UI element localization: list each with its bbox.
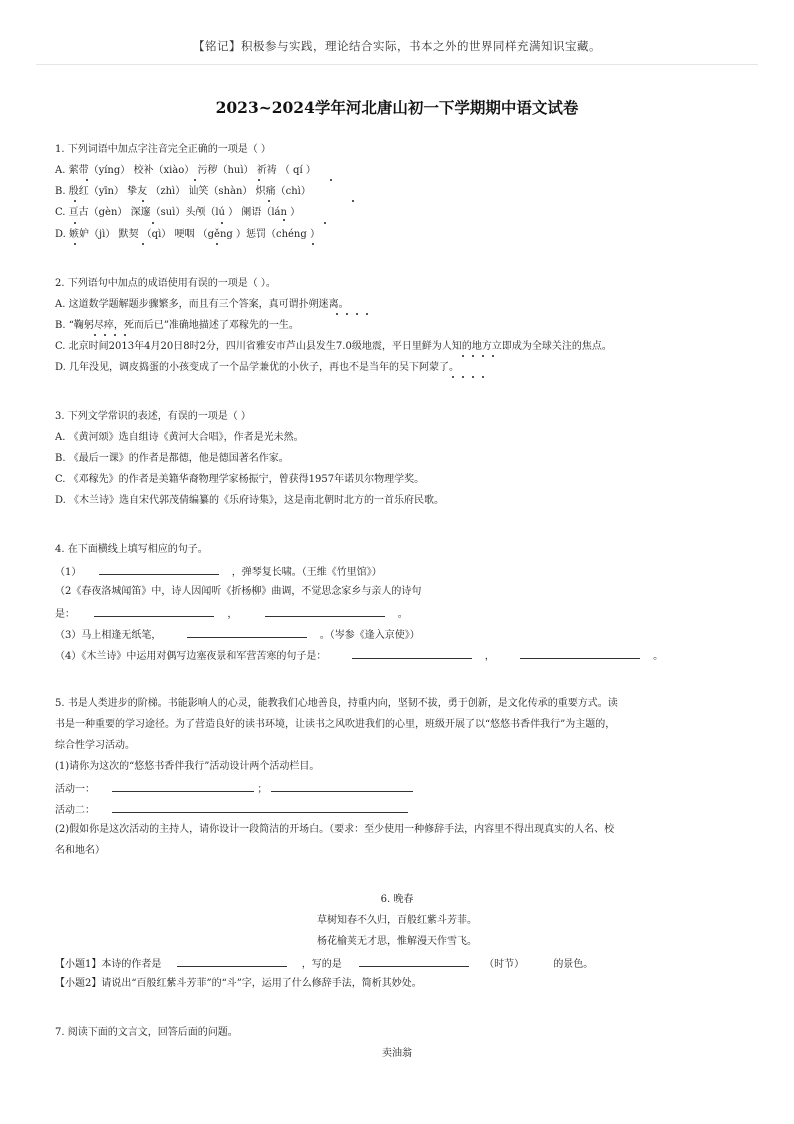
header-divider bbox=[36, 64, 758, 65]
q4-item-2-comma: ， bbox=[227, 609, 238, 620]
q4-item-1-label: （1） bbox=[55, 567, 82, 578]
emphasis-dot bbox=[312, 243, 314, 245]
q2-option-b: B. “鞠躬尽瘁，死而后已”准确地描述了邓稼先的一生。 bbox=[55, 320, 299, 331]
q6-sub-1-tail: 的景色。 bbox=[553, 959, 594, 970]
answer-blank[interactable] bbox=[187, 627, 307, 638]
exam-title: 2023~2024学年河北唐山初一下学期期中语文试卷 bbox=[215, 98, 579, 117]
emphasis-dot bbox=[472, 355, 474, 357]
emphasis-dot bbox=[114, 334, 116, 336]
emphasis-dot bbox=[268, 200, 270, 202]
q3-stem: 3. 下列文学常识的表述，有误的一项是（ ） bbox=[55, 411, 251, 422]
emphasis-dot bbox=[86, 179, 88, 181]
emphasis-dot bbox=[482, 376, 484, 378]
emphasis-dot bbox=[472, 376, 474, 378]
q4-item-4-label: （4）《木兰诗》中运用对偶写边塞夜景和军营苦寒的句子是： bbox=[55, 651, 327, 662]
answer-blank[interactable] bbox=[177, 956, 287, 967]
emphasis-dot bbox=[142, 200, 144, 202]
q4-line-5 bbox=[55, 648, 663, 664]
emphasis-dot bbox=[124, 334, 126, 336]
q6-sub-1-label: 【小题1】本诗的作者是 bbox=[55, 959, 162, 970]
emphasis-dot bbox=[104, 334, 106, 336]
emphasis-dot bbox=[346, 313, 348, 315]
q4-item-2-label: 是： bbox=[55, 609, 75, 620]
q4-item-4-period: 。 bbox=[653, 651, 664, 662]
q6-poem-line-1: 草树知春不久归，百般红紫斗芳菲。 bbox=[317, 915, 477, 926]
activity-1-separator: ； bbox=[257, 784, 268, 795]
q2-option-d: D. 几年没见，调皮捣蛋的小孩变成了一个品学兼优的小伙子，再也不是当年的吴下阿蒙了。 bbox=[55, 362, 460, 373]
emphasis-dot bbox=[221, 222, 223, 224]
emphasis-dot bbox=[352, 200, 354, 202]
emphasis-dot bbox=[336, 313, 338, 315]
q4-line-2: （2《春夜洛城闻笛》中，诗人因闻听《折杨柳》曲调，不觉思念家乡与亲人的诗句 bbox=[55, 586, 422, 597]
emphasis-dot bbox=[152, 222, 154, 224]
q4-item-3-label: （3）马上相逢无纸笔， bbox=[55, 630, 162, 641]
q3-option-a: A. 《黄河颂》选自组诗《黄河大合唱》，作者是光未然。 bbox=[55, 432, 304, 443]
answer-blank[interactable] bbox=[99, 564, 219, 575]
q6-poem-line-2: 杨花榆荚无才思，惟解漫天作雪飞。 bbox=[317, 936, 477, 947]
emphasis-dot bbox=[142, 243, 144, 245]
q1-option-b: B. 殷红（yīn） 挚友 （zhì） 讪笑（shàn） 炽痛（chì） bbox=[55, 186, 311, 197]
q5-paragraph-1: 5. 书是人类进步的阶梯。书能影响人的心灵，能教我们心地善良，持重内向，坚韧不拔，勇于创新，是文化传承的重要方式。读 bbox=[55, 698, 618, 709]
emphasis-dot bbox=[74, 243, 76, 245]
q5-activity-2 bbox=[55, 802, 408, 818]
q4-item-3-tail: 。（岑参《逢入京使》） bbox=[319, 630, 420, 641]
q7-passage-title: 卖油翁 bbox=[382, 1048, 412, 1059]
q3-option-c: C. 《邓稼先》的作者是美籍华裔物理学家杨振宁，曾获得1957年诺贝尔物理学奖。 bbox=[55, 474, 425, 485]
q4-item-1-tail: ，弹琴复长啸。（王维《竹里馆》） bbox=[231, 567, 382, 578]
q1-stem: 1. 下列词语中加点字注音完全正确的一项是（ ） bbox=[55, 144, 271, 155]
q6-sub-1 bbox=[55, 956, 593, 972]
q2-option-a: A. 这道数学题解题步骤繁多，而且有三个答案，真可谓扑朔迷离。 bbox=[55, 299, 349, 310]
q4-line-3 bbox=[55, 606, 408, 622]
q6-sub-1-mid: ，写的是 bbox=[301, 959, 342, 970]
emphasis-dot bbox=[462, 376, 464, 378]
emphasis-dot bbox=[258, 179, 260, 181]
answer-blank[interactable] bbox=[520, 648, 640, 659]
q5-paragraph-3: 综合性学习活动。 bbox=[55, 740, 135, 751]
activity-2-label: 活动二： bbox=[55, 805, 95, 816]
q2-option-c: C. 北京时间2013年4月20日8时2分，四川省雅安市芦山县发生7.0级地震，平日里鲜为人知的地方立即成为全球关注的焦点。 bbox=[55, 341, 612, 352]
emphasis-dot bbox=[94, 334, 96, 336]
emphasis-dot bbox=[74, 200, 76, 202]
emphasis-dot bbox=[462, 355, 464, 357]
q4-item-4-comma: ， bbox=[484, 651, 495, 662]
q6-sub-2: 【小题2】请说出“百般红紫斗芳菲”的“斗”字，运用了什么修辞手法，简析其妙处。 bbox=[55, 978, 422, 989]
q3-option-d: D. 《木兰诗》选自宋代郭茂倩编纂的《乐府诗集》，这是南北朝时北方的一首乐府民歌。 bbox=[55, 495, 445, 506]
q2-stem: 2. 下列语句中加点的成语使用有误的一项是（ ）。 bbox=[55, 278, 276, 289]
q1-option-d: D. 嫉妒（jì） 默契 （qì） 哽咽 （gěng ）惩罚（chéng ） bbox=[55, 229, 320, 240]
q1-option-a: A. 萦带（yíng） 校补（xiào） 污秽（huì） 祈祷 （ qí ） bbox=[55, 165, 316, 176]
emphasis-dot bbox=[452, 376, 454, 378]
q5-sub-2: (2)假如你是这次活动的主持人，请你设计一段简洁的开场白。（要求：至少使用一种修辞手法，内容里不得出现真实的人名、校 bbox=[55, 824, 615, 835]
q1-option-c: C. 亘古（gèn） 深邃（suì）头颅（lú ） 阑语（lán ） bbox=[55, 207, 301, 218]
activity-1-label: 活动一： bbox=[55, 784, 95, 795]
answer-blank[interactable] bbox=[112, 802, 408, 813]
emphasis-dot bbox=[356, 313, 358, 315]
q3-option-b: B. 《最后一课》的作者是都德，他是德国著名作家。 bbox=[55, 453, 289, 464]
motto-header: 【铭记】积极参与实践，理论结合实际，书本之外的世界同样充满知识宝藏。 bbox=[193, 39, 601, 53]
emphasis-dot bbox=[482, 355, 484, 357]
emphasis-dot bbox=[492, 355, 494, 357]
emphasis-dot bbox=[74, 222, 76, 224]
q5-activity-1 bbox=[55, 781, 413, 797]
q5-sub-2-cont: 名和地名） bbox=[55, 845, 105, 856]
q6-poem-title: 6. 晚春 bbox=[380, 894, 414, 905]
q4-line-1 bbox=[55, 564, 382, 580]
answer-blank[interactable] bbox=[265, 606, 385, 617]
q5-sub-1: (1)请你为这次的“悠悠书香伴我行”活动设计两个活动栏目。 bbox=[55, 761, 320, 772]
q6-sub-1-season: （时节） bbox=[484, 959, 525, 970]
emphasis-dot bbox=[194, 179, 196, 181]
answer-blank[interactable] bbox=[94, 606, 214, 617]
emphasis-dot bbox=[330, 179, 332, 181]
q7-stem: 7. 阅读下面的文言文，回答后面的问题。 bbox=[55, 1027, 238, 1038]
emphasis-dot bbox=[324, 222, 326, 224]
emphasis-dot bbox=[366, 313, 368, 315]
answer-blank[interactable] bbox=[271, 781, 413, 792]
answer-blank[interactable] bbox=[352, 648, 472, 659]
answer-blank[interactable] bbox=[112, 781, 254, 792]
q4-line-4 bbox=[55, 627, 420, 643]
q5-paragraph-2: 书是一种重要的学习途径。为了营造良好的读书环境，让读书之风吹进我们的心里，班级开展了以“悠悠书香伴我行”为主题的， bbox=[55, 719, 616, 730]
answer-blank[interactable] bbox=[359, 956, 469, 967]
emphasis-dot bbox=[216, 243, 218, 245]
q4-item-2-period: 。 bbox=[397, 609, 408, 620]
q4-stem: 4. 在下面横线上填写相应的句子。 bbox=[55, 544, 208, 555]
